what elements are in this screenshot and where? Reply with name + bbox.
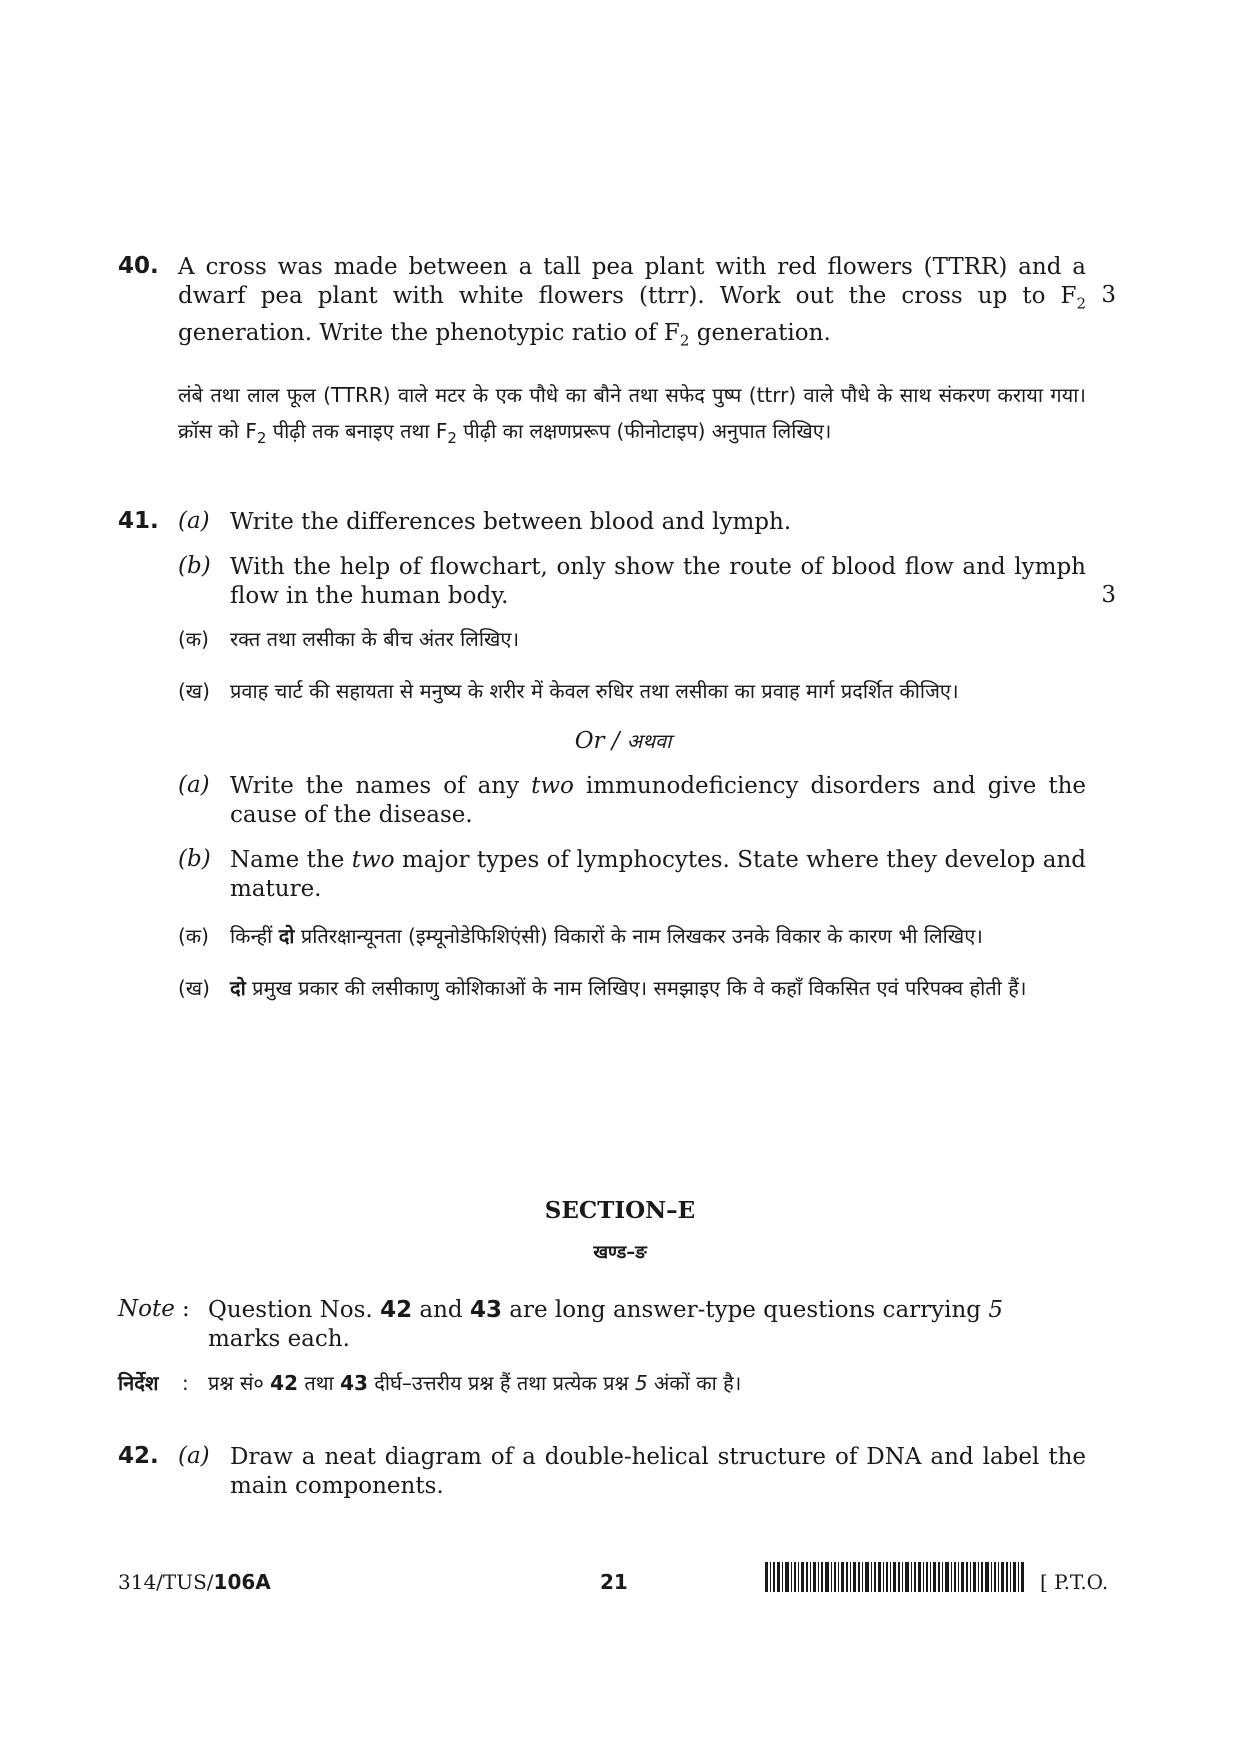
question-number: 42.: [118, 1443, 159, 1469]
paper-code: 314/TUS/106A: [118, 1570, 271, 1594]
part-label: (a): [178, 508, 210, 534]
part-a-text: Draw a neat diagram of a double-helical structure of DNA and label the main components.: [230, 1444, 1086, 1499]
question-number: 41.: [118, 508, 159, 534]
part-label-hindi: (ख): [178, 679, 210, 703]
note-text-hindi: प्रश्न सं० 42 तथा 43 दीर्घ–उत्तरीय प्रश्न हैं तथा प्रत्येक प्रश्न 5 अंकों का है।: [208, 1371, 742, 1395]
section-title-hindi: खण्ड–ङ: [593, 1242, 647, 1263]
part-a-text: Write the differences between blood and lymph.: [230, 509, 792, 535]
part-ka-text: रक्त तथा लसीका के बीच अंतर लिखिए।: [230, 627, 520, 651]
note-label: Note: [118, 1296, 175, 1322]
question-42: [118, 1443, 1128, 1501]
part-b-text: With the help of flowchart, only show the route of blood flow and lymph flow in the human body.: [230, 554, 1086, 609]
question-40: [118, 253, 1128, 456]
question-text-hindi: लंबे तथा लाल फूल (TTRR) वाले मटर के एक पौधे का बौने तथा सफेद पुष्प (ttrr) वाले पौधे के साथ संकरण कराया गया। क्रॉस को $F_2$ पीढ़ी तक बनाइए तथा $F_2$ पीढ़ी का लक्षणप्ररूप (फीनोटाइप) अनुपात लिखिए।: [178, 383, 1086, 448]
question-number: 40.: [118, 253, 159, 279]
part-label-hindi: (ख): [178, 976, 210, 1000]
note-label-hindi: निर्देश: [118, 1371, 159, 1395]
alt-part-b-text: Name the two major types of lymphocytes. State where they develop and mature.: [230, 847, 1086, 902]
part-label: (b): [178, 553, 211, 579]
alt-part-ka-text: किन्हीं दो प्रतिरक्षान्यूनता (इम्यूनोडेफिशिएंसी) विकारों के नाम लिखकर उनके विकार के कारण भी लिखिए।: [230, 924, 983, 948]
marks: 3: [1101, 582, 1116, 608]
pto-label: [ P.T.O.: [1040, 1570, 1109, 1594]
note-text: Question Nos. 42 and 43 are long answer-type questions carrying 5 marks each.: [208, 1297, 1003, 1352]
part-label-hindi: (क): [178, 924, 209, 948]
question-41: [118, 508, 1128, 1006]
part-label: (a): [178, 1443, 210, 1469]
marks: 3: [1101, 282, 1116, 308]
note-hindi: निर्देश : प्रश्न सं० 42 तथा 43 दीर्घ–उत्तरीय प्रश्न हैं तथा प्रत्येक प्रश्न 5 अंकों का है।: [118, 1368, 1078, 1398]
alt-part-a-text: Write the names of any two immunodeficiency disorders and give the cause of the disease.: [230, 773, 1086, 828]
note-colon: :: [182, 1296, 190, 1322]
note: [118, 1296, 1078, 1354]
page-number: 21: [600, 1570, 628, 1594]
part-label: (a): [178, 772, 210, 798]
part-kha-text: प्रवाह चार्ट की सहायता से मनुष्य के शरीर में केवल रुधिर तथा लसीका का प्रवाह मार्ग प्रदर्शित कीजिए।: [230, 679, 959, 703]
section-title: SECTION–E: [544, 1197, 696, 1224]
part-label: (b): [178, 846, 211, 872]
or-separator: Or / अथवा: [574, 728, 672, 754]
part-label-hindi: (क): [178, 627, 209, 651]
question-text-english: A cross was made between a tall pea plant with red flowers (TTRR) and a dwarf pea plant with white flowers (ttrr). Work out the cross up to $F_2$ generation. Write the phenotypic ratio of $F_2$ generation.: [178, 254, 1086, 350]
barcode-icon: [765, 1562, 1025, 1592]
alt-part-kha-text: दो प्रमुख प्रकार की लसीकाणु कोशिकाओं के नाम लिखिए। समझाइए कि वे कहाँ विकसित एवं परिपक्व होती हैं।: [230, 976, 1027, 1000]
